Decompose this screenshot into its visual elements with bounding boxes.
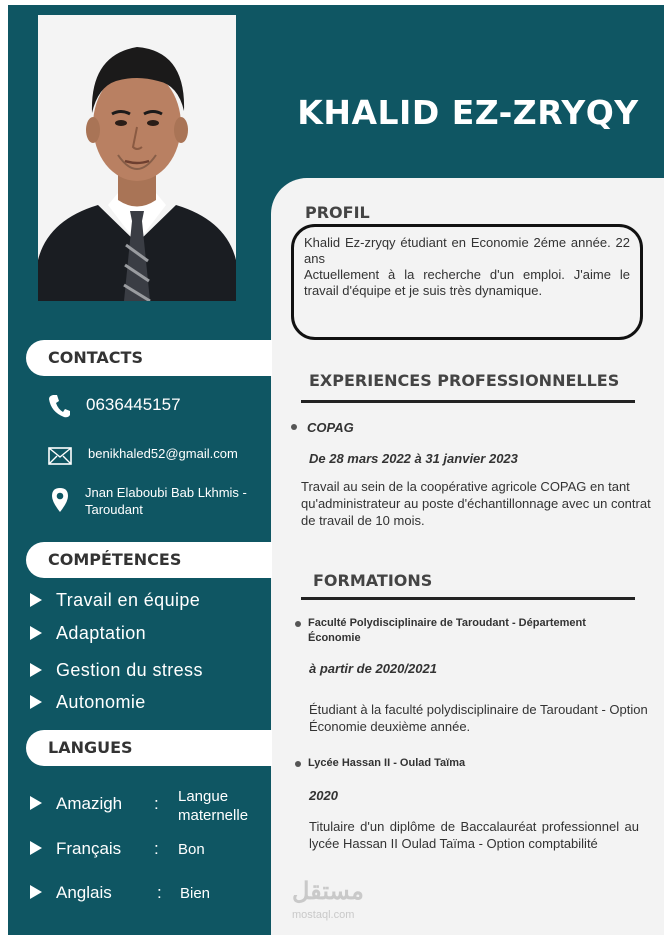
contact-email: benikhaled52@gmail.com (88, 446, 238, 461)
arrow-right-icon (30, 663, 42, 677)
language-item: Amazigh (30, 794, 122, 814)
language-item: Anglais (30, 883, 112, 903)
candidate-name: KHALID EZ-ZRYQY (297, 93, 639, 132)
section-rule (301, 597, 635, 600)
langues-title: LANGUES (26, 730, 272, 766)
watermark-url: mostaql.com (292, 909, 355, 921)
contact-address: Jnan Elaboubi Bab Lkhmis - Taroudant (85, 485, 247, 517)
arrow-right-icon (30, 593, 42, 607)
language-level: Bon (178, 841, 205, 858)
profile-photo (38, 15, 236, 301)
language-item: Français (30, 839, 121, 859)
watermark-logo: مستقل (292, 878, 364, 905)
language-separator: : (154, 839, 159, 858)
profil-box (291, 224, 643, 340)
language-level: Bien (180, 885, 211, 902)
experiences-title: EXPERIENCES PROFESSIONNELLES (309, 371, 620, 390)
arrow-right-icon (30, 885, 42, 899)
portrait-icon (38, 15, 236, 301)
bullet-dot (295, 621, 301, 627)
arrow-right-icon (30, 695, 42, 709)
formation-date: à partir de 2020/2021 (309, 661, 437, 676)
bullet-dot (291, 424, 297, 430)
formation-description: Titulaire d'un diplôme de Baccalauréat professionnel au lycée Hassan II Oulad Taïma - Option comptabilité (309, 819, 639, 851)
formation-school: Faculté Polydisciplinaire de Taroudant - Département Économie (308, 617, 586, 644)
main-panel (271, 178, 664, 935)
location-pin-icon (51, 487, 69, 518)
skill-item: Gestion du stress (30, 660, 203, 681)
language-separator: : (154, 794, 159, 813)
profil-line: Khalid Ez-zryqy étudiant en Economie 2éme année. 22 ans (304, 235, 630, 266)
experience-company: COPAG (307, 420, 354, 435)
profil-title: PROFIL (305, 203, 370, 222)
arrow-right-icon (30, 796, 42, 810)
formations-title: FORMATIONS (313, 571, 433, 590)
formation-date: 2020 (309, 788, 338, 803)
mail-icon (48, 447, 72, 470)
skill-item: Adaptation (30, 623, 146, 644)
formation-description: Étudiant à la faculté polydisciplinaire de Taroudant - Option Économie deuxième année. (309, 702, 648, 734)
language-separator: : (157, 883, 162, 902)
profil-line: Actuellement à la recherche d'un emploi. J'aime le travail d'équipe et je suis très dynamique. (304, 267, 630, 298)
competences-title: COMPÉTENCES (26, 542, 272, 578)
phone-icon (48, 394, 70, 423)
skill-item: Travail en équipe (30, 590, 200, 611)
bullet-dot (295, 761, 301, 767)
experience-description: Travail au sein de la coopérative agricole COPAG en tant qu'administrateur au poste d'échantillonnage avec un contrat de travail de 10 mois. (301, 479, 651, 528)
skill-item: Autonomie (30, 692, 146, 713)
language-level: Langue maternelle (178, 788, 249, 824)
contacts-title: CONTACTS (26, 340, 272, 376)
experience-dates: De 28 mars 2022 à 31 janvier 2023 (309, 451, 518, 466)
section-rule (301, 400, 635, 403)
contact-phone: 0636445157 (86, 395, 181, 414)
cv-page (8, 5, 664, 935)
formation-school: Lycée Hassan II - Oulad Taïma (308, 757, 466, 769)
arrow-right-icon (30, 626, 42, 640)
arrow-right-icon (30, 841, 42, 855)
